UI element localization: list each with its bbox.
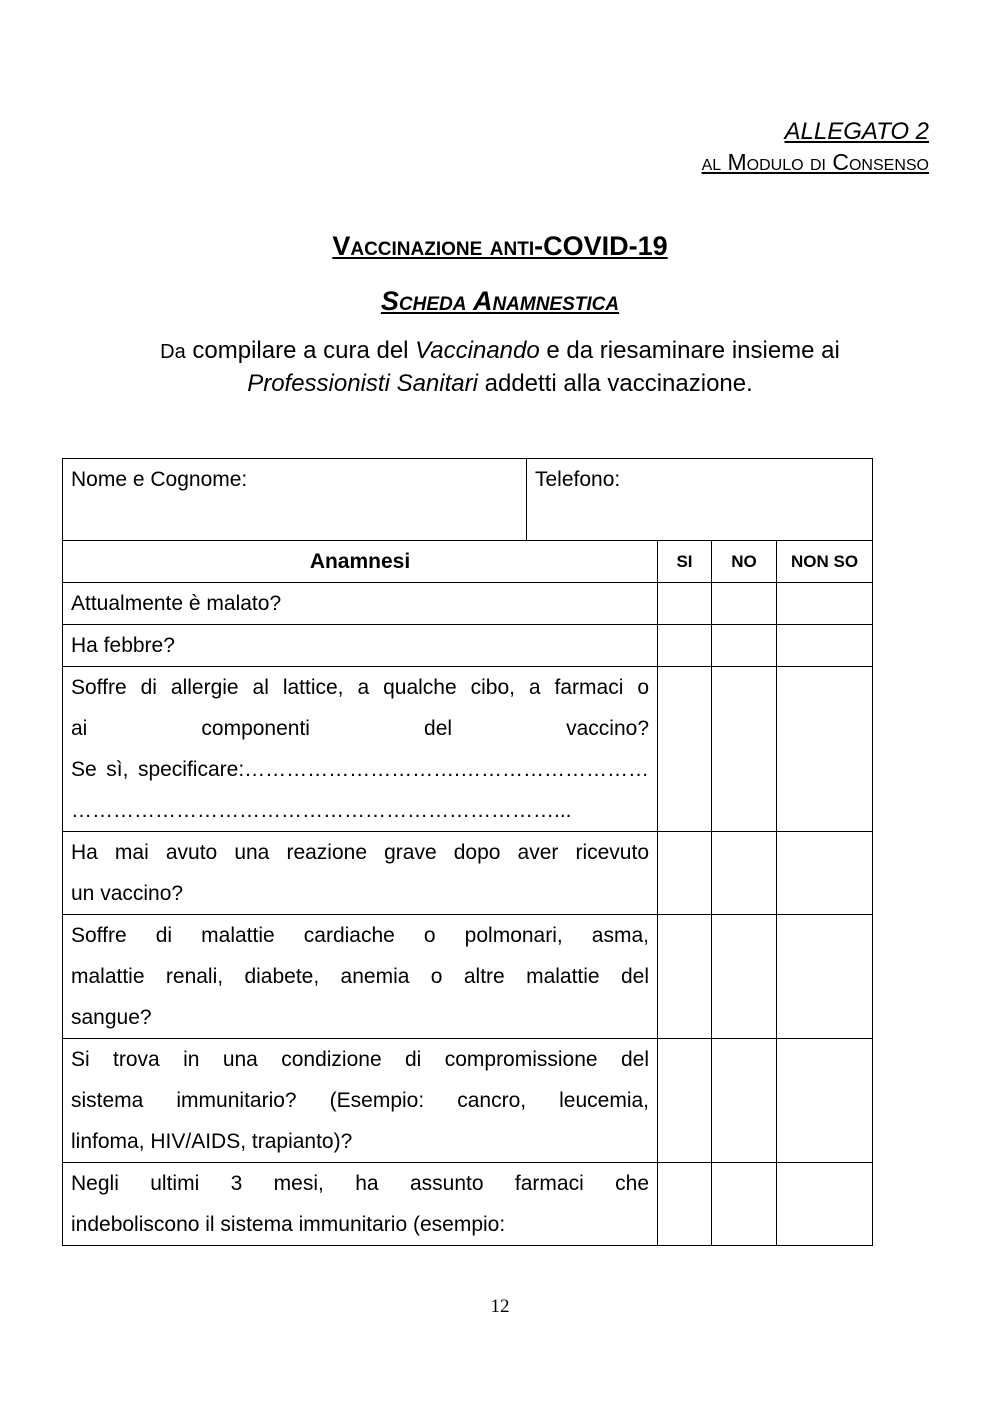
answer-no-box[interactable]	[712, 625, 777, 667]
question-line: Negli ultimi 3 mesi, ha assunto farmaci che	[71, 1172, 649, 1195]
question-row	[63, 1039, 873, 1163]
document-subtitle-text: Scheda Anamnestica	[380, 286, 620, 316]
answer-no-box[interactable]	[712, 832, 777, 915]
patient-info-row	[63, 459, 873, 541]
question-line: ai componenti del vaccino?	[71, 717, 649, 740]
document-subtitle	[0, 283, 1000, 319]
anamnesis-form	[62, 458, 873, 1246]
question-row	[63, 625, 873, 667]
answer-non-so-box[interactable]	[777, 832, 873, 915]
question-text	[63, 832, 658, 915]
phone-label: Telefono:	[535, 468, 621, 491]
question-line: ……………………………………………………………...	[71, 799, 572, 822]
attachment-subtitle: al Modulo di Consenso	[701, 149, 929, 175]
document-title-text: Vaccinazione anti-COVID-19	[332, 231, 668, 261]
question-text	[63, 1163, 658, 1246]
question-line: indeboliscono il sistema immunitario (esempio:	[71, 1213, 506, 1236]
question-line: Ha mai avuto una reazione grave dopo aver ricevuto	[71, 841, 649, 864]
attachment-header	[702, 116, 929, 176]
answer-si-box[interactable]	[658, 625, 712, 667]
answer-non-so-box[interactable]	[777, 1039, 873, 1163]
question-row	[63, 832, 873, 915]
question-line: Se sì, specificare:………………………….………………………	[71, 758, 649, 781]
answer-no-box[interactable]	[712, 1163, 777, 1246]
answer-no-box[interactable]	[712, 667, 777, 832]
answer-no-box[interactable]	[712, 1039, 777, 1163]
question-line: malattie renali, diabete, anemia o altre malattie del	[71, 965, 649, 988]
question-line: sistema immunitario? (Esempio: cancro, leucemia,	[71, 1089, 649, 1112]
intro-text	[80, 335, 920, 400]
answer-non-so-box[interactable]	[777, 667, 873, 832]
answer-si-box[interactable]	[658, 915, 712, 1039]
answer-si-box[interactable]	[658, 1039, 712, 1163]
question-line: Soffre di malattie cardiache o polmonari, asma,	[71, 924, 649, 947]
page-number: 12	[490, 1296, 510, 1317]
question-row	[63, 583, 873, 625]
answer-si-box[interactable]	[658, 583, 712, 625]
question-text	[63, 915, 658, 1039]
answer-no-box[interactable]	[712, 583, 777, 625]
intro-professionisti: Professionisti Sanitari	[247, 370, 478, 397]
intro-da: Da	[160, 341, 186, 363]
intro-part1: compilare a cura del	[185, 337, 416, 364]
attachment-title: ALLEGATO 2	[784, 118, 929, 145]
question-row	[63, 667, 873, 832]
answer-non-so-box[interactable]	[777, 625, 873, 667]
header-non-so: NON SO	[777, 541, 873, 583]
answer-si-box[interactable]	[658, 832, 712, 915]
header-si: SI	[658, 541, 712, 583]
question-line: un vaccino?	[71, 882, 184, 905]
table-header-row	[63, 541, 873, 583]
header-no: NO	[712, 541, 777, 583]
name-field[interactable]	[63, 459, 527, 541]
question-line: Si trova in una condizione di compromissione del	[71, 1048, 649, 1071]
answer-no-box[interactable]	[712, 915, 777, 1039]
question-text	[63, 1039, 658, 1163]
question-line: sangue?	[71, 1006, 152, 1029]
answer-si-box[interactable]	[658, 667, 712, 832]
intro-vaccinando: Vaccinando	[415, 337, 540, 364]
question-text	[63, 625, 658, 667]
name-label: Nome e Cognome:	[71, 468, 248, 491]
question-row	[63, 915, 873, 1039]
question-line: Soffre di allergie al lattice, a qualche cibo, a farmaci o	[71, 676, 649, 699]
intro-part3: addetti alla vaccinazione.	[477, 370, 753, 397]
question-row	[63, 1163, 873, 1246]
header-anamnesi: Anamnesi	[63, 541, 658, 583]
phone-field[interactable]	[527, 459, 873, 541]
question-line: linfoma, HIV/AIDS, trapianto)?	[71, 1130, 353, 1153]
document-title	[0, 228, 1000, 264]
answer-non-so-box[interactable]	[777, 583, 873, 625]
question-line: Ha febbre?	[71, 634, 175, 657]
intro-part2: e da riesaminare insieme ai	[539, 337, 840, 364]
answer-non-so-box[interactable]	[777, 1163, 873, 1246]
question-text	[63, 667, 658, 832]
answer-si-box[interactable]	[658, 1163, 712, 1246]
answer-non-so-box[interactable]	[777, 915, 873, 1039]
question-text	[63, 583, 658, 625]
question-line: Attualmente è malato?	[71, 592, 282, 615]
question-list	[63, 583, 873, 1246]
